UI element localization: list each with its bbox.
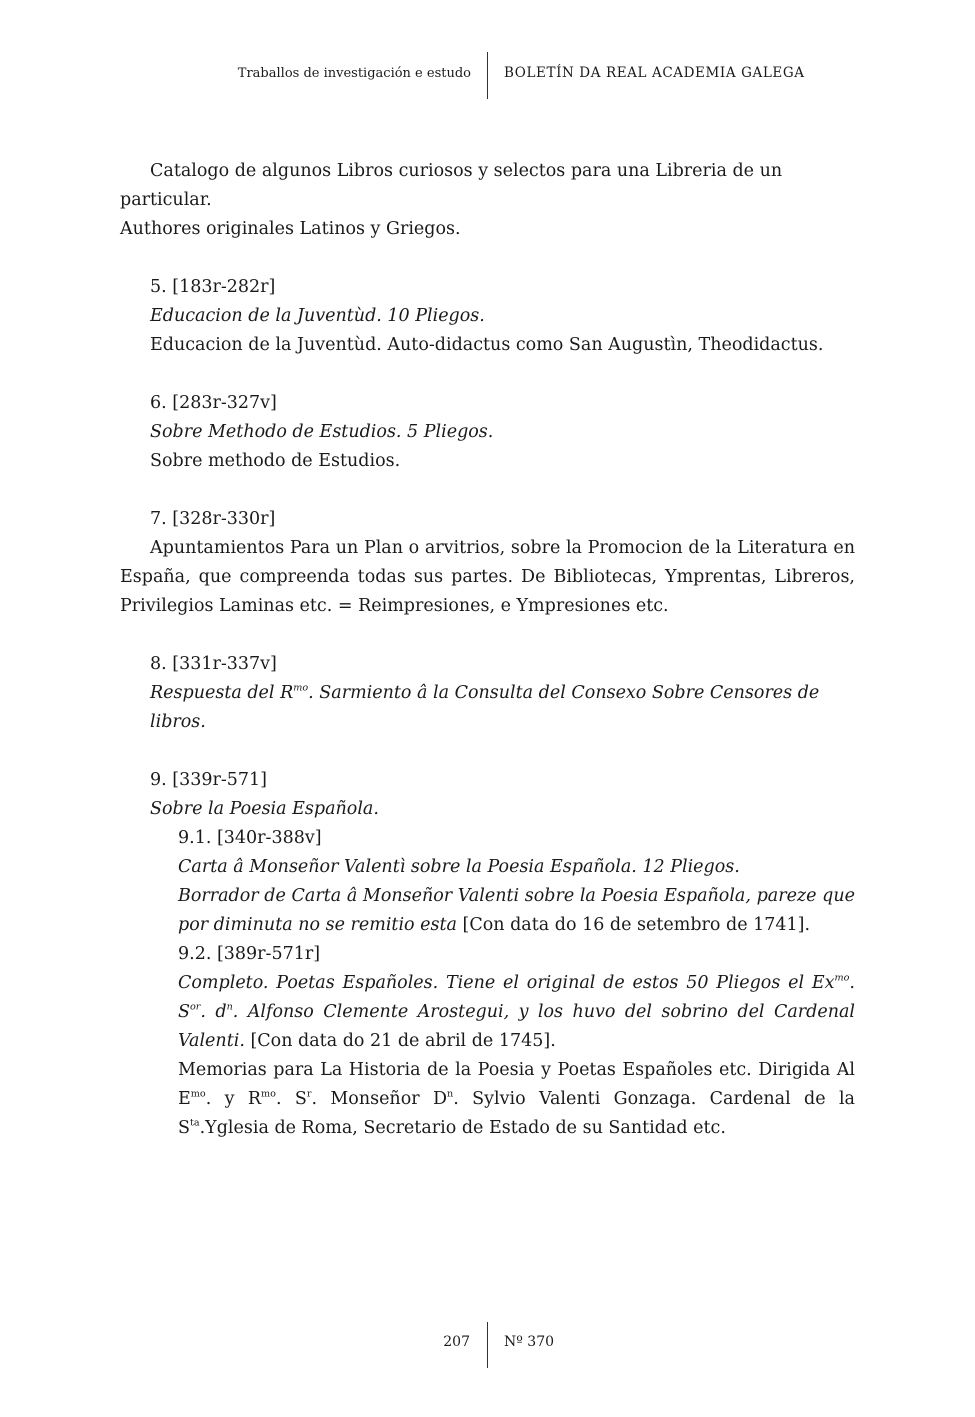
header-journal-title: BOLETÍN DA REAL ACADEMIA GALEGA <box>504 65 805 81</box>
entry-8-heading: 8. [331r-337v] <box>150 654 277 674</box>
entry-7-heading: 7. [328r-330r] <box>150 509 276 529</box>
subentry-9-1 <box>120 824 855 940</box>
entry-7-text: Apuntamientos Para un Plan o arvitrios, sobre la Promocion de la Literatura en España, que compreenda todas sus partes. De Bibliotecas, Ymprentas, Libreros, Privilegios Laminas etc. = Reimpresiones, e Ympresiones etc. <box>120 538 855 616</box>
entry-8-title-part: Respuesta del R <box>150 683 294 703</box>
superscript: ta <box>190 1117 200 1129</box>
running-header <box>0 52 975 100</box>
superscript: r <box>306 1088 312 1100</box>
superscript: mo <box>293 682 309 694</box>
superscript: n <box>447 1088 454 1100</box>
entry-8-title-part: . Sarmiento â la Consulta del Consexo Sobre Censores de libros. <box>150 683 820 732</box>
text-run: Completo. Poetas Españoles. Tiene el original de estos 50 Pliegos el Ex <box>178 973 835 993</box>
spacer <box>120 360 855 389</box>
subentry-9-2-paragraph-1 <box>178 969 855 1056</box>
text-run: . d <box>200 1002 227 1022</box>
superscript: or <box>190 1001 201 1013</box>
spacer <box>120 476 855 505</box>
entry-5-title: Educacion de la Juventùd. 10 Pliegos. <box>150 306 485 326</box>
text-run: . S <box>275 1089 307 1109</box>
subentry-9-1-heading: 9.1. [340r-388v] <box>178 828 322 848</box>
entry-8-title <box>120 679 855 737</box>
header-divider <box>487 52 488 99</box>
subentry-9-1-title: Carta â Monseñor Valentì sobre la Poesia Española. 12 Pliegos. <box>178 857 740 877</box>
superscript: mo <box>261 1088 276 1100</box>
text-run: Memorias para La Historia de la Poesia y Poetas Españoles etc. Dirigida Al E <box>178 1060 855 1109</box>
entry-5-text: Educacion de la Juventùd. Auto-didactus como San Augustìn, Theodidactus. <box>150 335 824 355</box>
spacer <box>120 244 855 273</box>
superscript: n <box>226 1001 233 1013</box>
spacer <box>120 621 855 650</box>
intro-line-2: Authores originales Latinos y Griegos. <box>120 219 461 239</box>
page-body <box>120 157 855 1143</box>
subentry-9-2-paragraph-2 <box>178 1056 855 1143</box>
text-run: . Alfonso Clemente Arostegui, y los huvo del sobrino del Cardenal Valenti. <box>178 1002 855 1051</box>
text-run: .Yglesia de Roma, Secretario de Estado de su Santidad etc. <box>199 1118 726 1138</box>
entry-6-heading: 6. [283r-327v] <box>150 393 277 413</box>
text-run: . S <box>178 973 855 1022</box>
spacer <box>120 737 855 766</box>
intro-line-1: Catalogo de algunos Libros curiosos y selectos para una Libreria de un particular. <box>120 161 783 210</box>
footer-divider <box>487 1322 488 1368</box>
entry-9-title: Sobre la Poesia Española. <box>150 799 379 819</box>
text-run: . Monseñor D <box>311 1089 447 1109</box>
subentry-9-2 <box>120 940 855 1143</box>
page-footer <box>0 1322 975 1368</box>
entry-6-title: Sobre Methodo de Estudios. 5 Pliegos. <box>150 422 494 442</box>
text-run: [Con data do 21 de abril de 1745]. <box>244 1031 556 1051</box>
subentry-9-2-heading: 9.2. [389r-571r] <box>178 944 321 964</box>
subentry-9-1-note-date: [Con data do 16 de setembro de 1741]. <box>456 915 811 935</box>
issue-number: Nº 370 <box>504 1334 555 1350</box>
superscript: mo <box>834 972 850 984</box>
page-number: 207 <box>443 1334 470 1350</box>
subentry-9-1-note <box>178 882 855 940</box>
entry-5-heading: 5. [183r-282r] <box>150 277 276 297</box>
entry-9-heading: 9. [339r-571] <box>150 770 267 790</box>
entry-6-text: Sobre methodo de Estudios. <box>150 451 401 471</box>
subentry-9-1-note-italic: Borrador de Carta â Monseñor Valenti sobre la Poesia Española, pareze que por diminuta no se remitio esta <box>178 886 855 935</box>
superscript: mo <box>190 1088 206 1100</box>
text-run: . Sylvio Valenti Gonzaga. Cardenal de la S <box>178 1089 855 1138</box>
header-section-title: Traballos de investigación e estudo <box>237 66 471 81</box>
text-run: . y R <box>205 1089 262 1109</box>
